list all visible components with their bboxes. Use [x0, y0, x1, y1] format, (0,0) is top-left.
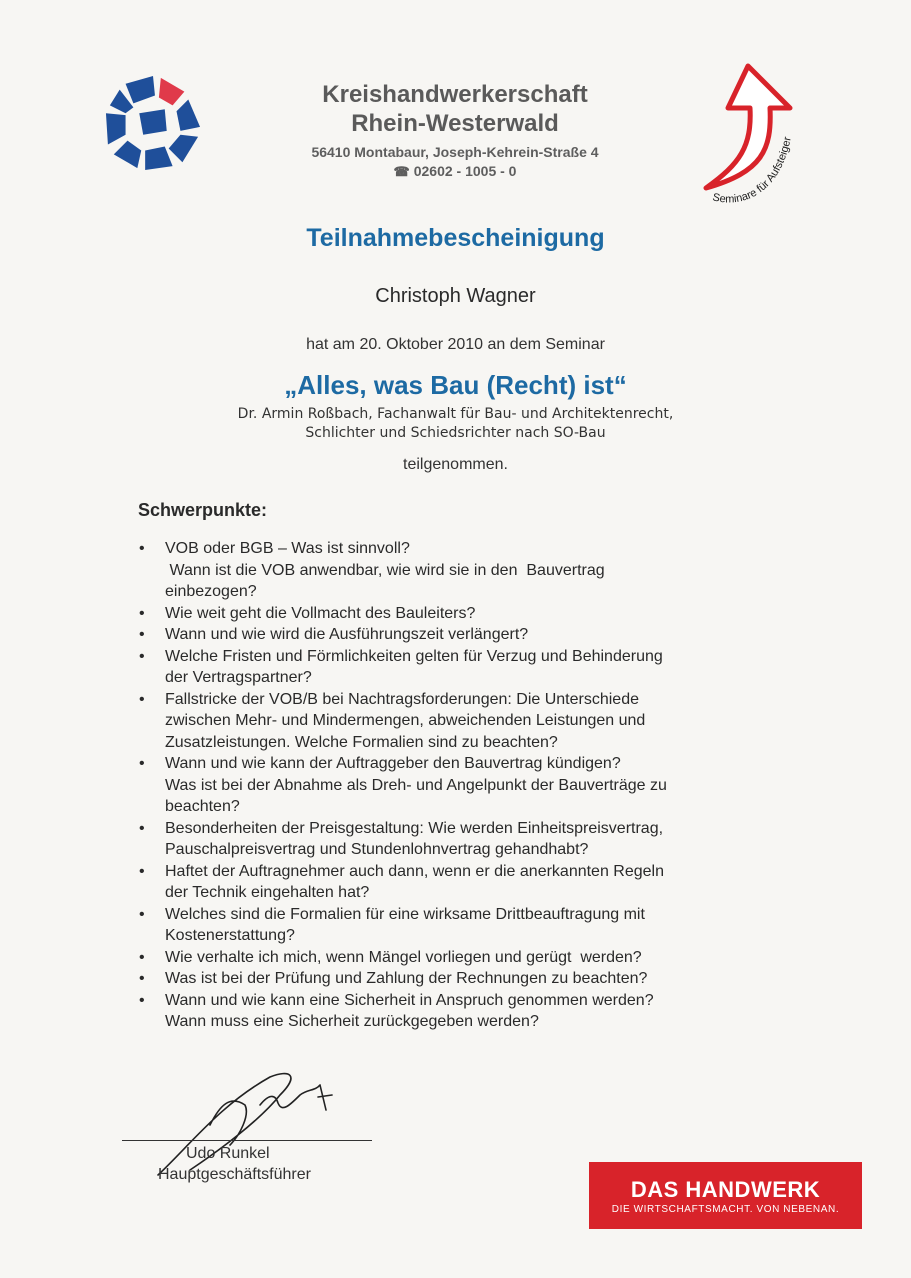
focus-item-line: zwischen Mehr- und Mindermengen, abweichenden Leistungen und [165, 712, 646, 729]
org-name-line1: Kreishandwerkerschaft [322, 81, 588, 108]
focus-item-line: Was ist bei der Abnahme als Dreh- und Angelpunkt der Bauverträge zu [165, 776, 667, 794]
seminar-title: „Alles, was Bau (Recht) ist“ [284, 370, 627, 400]
badge-sub-text: DIE WIRTSCHAFTSMACHT. VON NEBENAN. [611, 1204, 840, 1215]
focus-item-line: • Wie verhalte ich mich, wenn Mängel vorliegen und gerügt werden? [165, 948, 642, 966]
focus-item-line: • Wie weit geht die Vollmacht des Bauleiters? [165, 604, 476, 622]
telephone-icon: ☎ [393, 164, 410, 179]
focus-item-line: • Haftet der Auftragnehmer auch dann, wenn er die anerkannten Regeln [165, 862, 664, 880]
organization-header [270, 80, 640, 181]
focus-list [138, 538, 778, 1033]
org-name-line2: Rhein-Westerwald [351, 110, 559, 137]
signature-line [122, 1140, 372, 1141]
participation-closing: teilgenommen. [403, 456, 508, 473]
focus-item-line: • Wann und wie wird die Ausführungszeit verlängert? [165, 626, 529, 643]
das-handwerk-badge [589, 1162, 862, 1229]
focus-item-line: • VOB oder BGB – Was ist sinnvoll? [165, 540, 410, 557]
seminar-logo-text: Seminare für Aufsteiger [711, 135, 794, 206]
focus-item-line: beachten? [165, 798, 240, 815]
focus-item-line: • Wann und wie kann eine Sicherheit in Anspruch genommen werden? [165, 991, 654, 1009]
signer-name: Udo Runkel [186, 1145, 270, 1162]
focus-item-line: • Fallstricke der VOB/B bei Nachtragsforderungen: Die Unterschiede [165, 690, 639, 708]
focus-item [138, 753, 778, 818]
focus-item-line: Wann muss eine Sicherheit zurückgegeben werden? [165, 1013, 539, 1030]
focus-item-line: • Welches sind die Formalien für eine wirksame Drittbeauftragung mit [165, 905, 645, 923]
signer-role: Hauptgeschäftsführer [158, 1166, 311, 1183]
focus-item-line: Zusatzleistungen. Welche Formalien sind zu beachten? [165, 733, 558, 751]
badge-main-text: DAS HANDWERK [630, 1177, 821, 1202]
speaker-line-2: Schlichter und Schiedsrichter nach SO-Bau [305, 425, 606, 441]
org-phone: 02602 - 1005 - 0 [413, 163, 517, 179]
focus-item [138, 861, 778, 904]
participant-name: Christoph Wagner [375, 285, 536, 307]
speaker-info [0, 405, 911, 443]
org-phone-row [270, 162, 640, 181]
focus-item-line: der Vertragspartner? [165, 669, 312, 686]
focus-item [138, 947, 778, 969]
focus-item [138, 818, 778, 861]
focus-item-line: einbezogen? [165, 583, 257, 600]
focus-item-line: • Was ist bei der Prüfung und Zahlung der Rechnungen zu beachten? [165, 970, 648, 987]
focus-item-line: Kostenerstattung? [165, 927, 295, 944]
focus-item [138, 990, 778, 1033]
focus-item [138, 689, 778, 754]
focus-item-line: Wann ist die VOB anwendbar, wie wird sie in den Bauvertrag [165, 561, 605, 579]
kreishandwerkerschaft-logo [104, 74, 202, 172]
certificate-title: Teilnahmebescheinigung [306, 224, 605, 252]
focus-item [138, 624, 778, 646]
focus-item-line: • Besonderheiten der Preisgestaltung: Wie werden Einheitspreisvertrag, [165, 819, 664, 837]
focus-item [138, 968, 778, 990]
org-address: 56410 Montabaur, Joseph-Kehrein-Straße 4 [311, 144, 599, 160]
focus-item [138, 538, 778, 603]
participation-intro: hat am 20. Oktober 2010 an dem Seminar [306, 336, 605, 353]
focus-item [138, 646, 778, 689]
focus-item-line: Pauschalpreisvertrag und Stundenlohnvertrag gehandhabt? [165, 841, 589, 858]
focus-item-line: der Technik eingehalten hat? [165, 884, 370, 901]
focus-item [138, 904, 778, 947]
seminare-arrow-logo [692, 60, 804, 220]
focus-heading: Schwerpunkte: [138, 500, 268, 520]
focus-item-line: • Welche Fristen und Förmlichkeiten gelten für Verzug und Behinderung [165, 647, 663, 665]
focus-item-line: • Wann und wie kann der Auftraggeber den Bauvertrag kündigen? [165, 755, 621, 772]
speaker-line-1: Dr. Armin Roßbach, Fachanwalt für Bau- und Architektenrecht, [237, 406, 674, 422]
focus-item [138, 603, 778, 625]
